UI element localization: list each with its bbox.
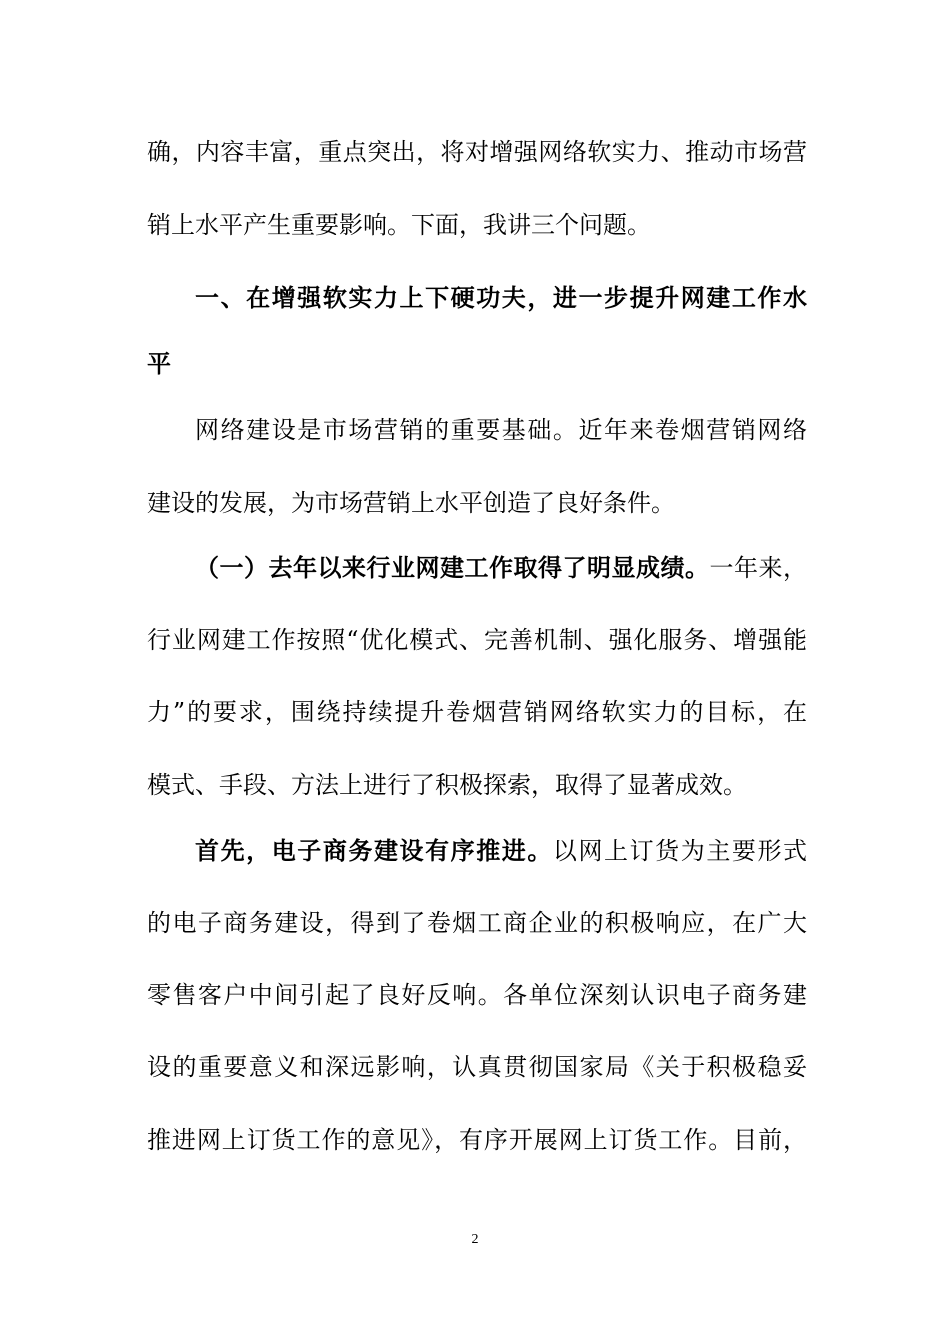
section-heading: 一、在增强软实力上下硬功夫，进一步提升网建工作水 bbox=[195, 284, 807, 312]
paragraph-lead-bold: 首先，电子商务建设有序推进。 bbox=[195, 837, 553, 865]
paragraph-lead-text: 以网上订货为主要形式 bbox=[552, 837, 807, 865]
subsection-line bbox=[195, 552, 807, 584]
body-text-line: 设的重要意义和深远影响，认真贯彻国家局《关于积极稳妥 bbox=[147, 1053, 807, 1081]
subsection-heading: （一）去年以来行业网建工作取得了明显成绩。 bbox=[195, 554, 710, 582]
body-text-line: 推进网上订货工作的意见》，有序开展网上订货工作。目前， bbox=[147, 1126, 807, 1154]
body-text-line: 行业网建工作按照“优化模式、完善机制、强化服务、增强能 bbox=[147, 626, 807, 654]
paragraph-lead-line bbox=[195, 835, 807, 867]
page-number: 2 bbox=[471, 1232, 479, 1247]
body-text-line: 模式、手段、方法上进行了积极探索，取得了显著成效。 bbox=[147, 771, 747, 799]
body-text-line: 零售客户中间引起了良好反响。各单位深刻认识电子商务建 bbox=[147, 981, 807, 1009]
body-text-line: 力”的要求，围绕持续提升卷烟营销网络软实力的目标，在 bbox=[147, 698, 807, 726]
body-text-line: 确，内容丰富，重点突出，将对增强网络软实力、推动市场营 bbox=[147, 138, 807, 166]
section-heading-continued: 平 bbox=[147, 350, 171, 378]
body-text-line: 建设的发展，为市场营销上水平创造了良好条件。 bbox=[147, 489, 675, 517]
body-text-line: 的电子商务建设，得到了卷烟工商企业的积极响应，在广大 bbox=[147, 909, 807, 937]
body-text-line: 销上水平产生重要影响。下面，我讲三个问题。 bbox=[147, 211, 651, 239]
body-text-line: 网络建设是市场营销的重要基础。近年来卷烟营销网络 bbox=[195, 416, 807, 444]
subsection-text: 一年来， bbox=[709, 554, 807, 582]
